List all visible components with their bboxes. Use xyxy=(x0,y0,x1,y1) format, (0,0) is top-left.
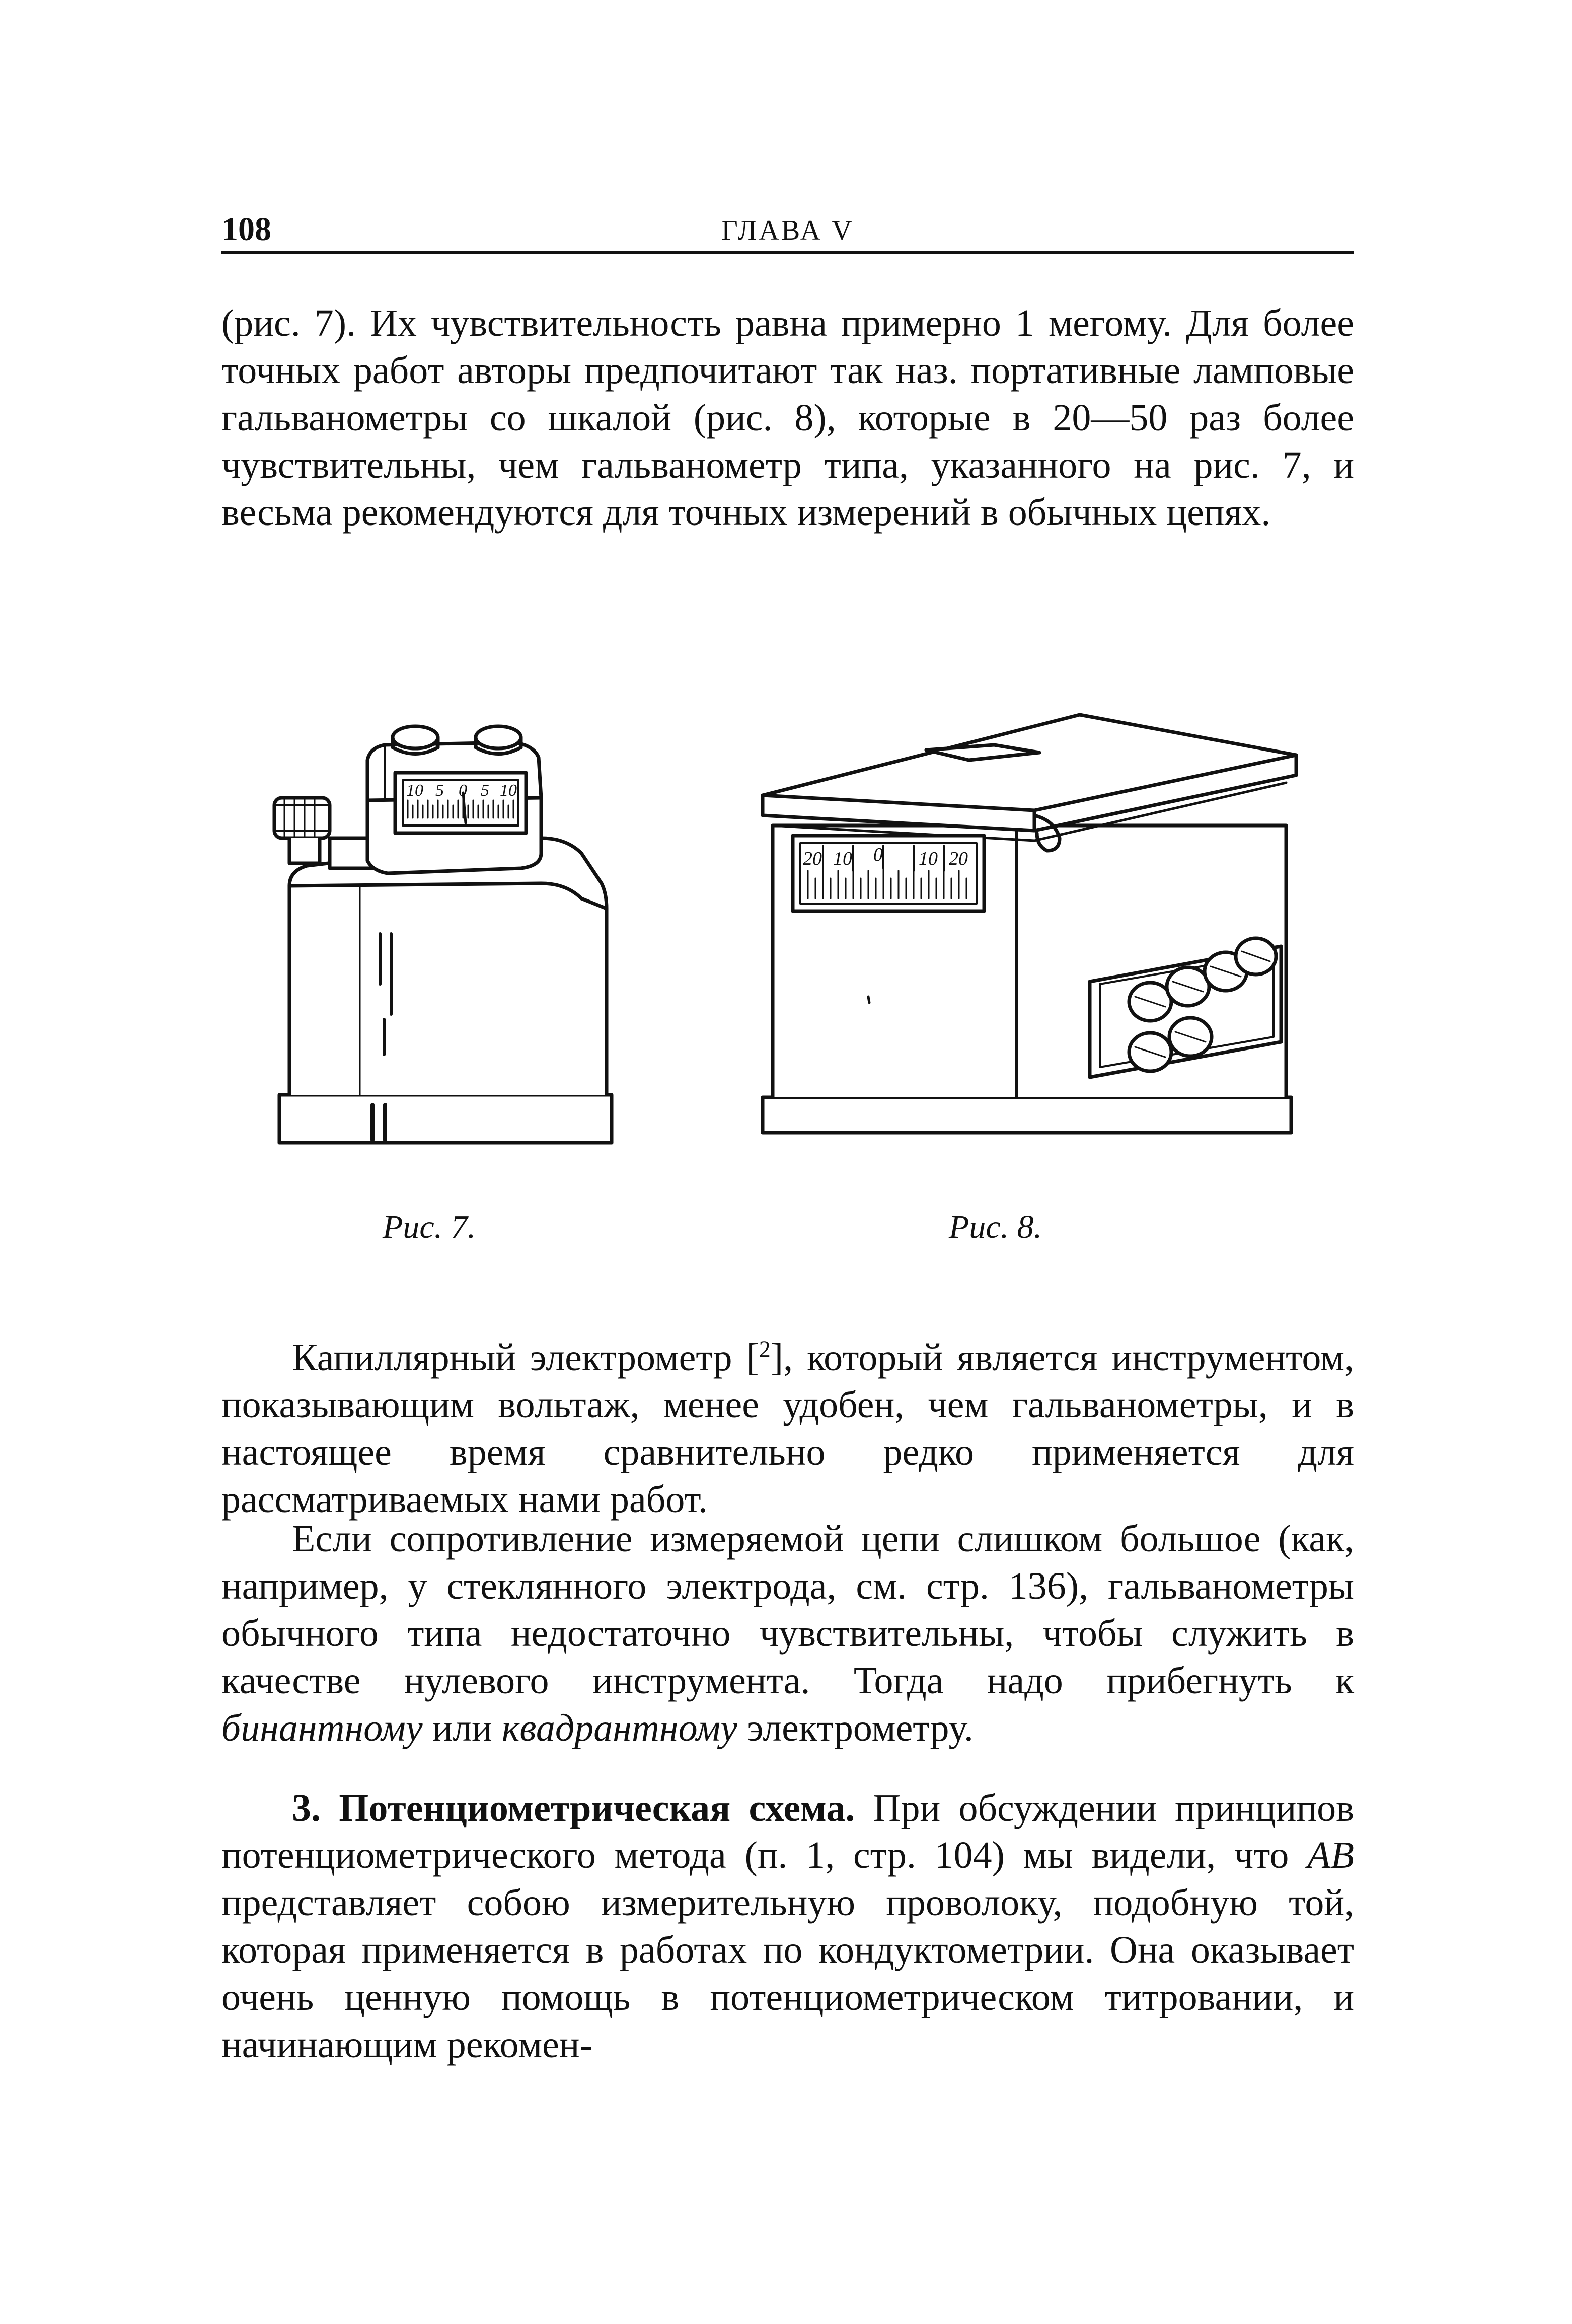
paragraph-4 xyxy=(221,1784,1354,2068)
fig7-scale-label: 5 xyxy=(481,781,489,800)
section-heading: 3. Потенциометрическая схема. xyxy=(292,1787,855,1829)
fig8-scale-label: 10 xyxy=(919,848,938,869)
fig8-scale-label: 20 xyxy=(949,848,968,869)
fig8-scale-label: 20 xyxy=(803,848,822,869)
paragraph-3-text: Если сопротивление измеряемой цепи слишком большое (как, например, у стеклянного электрода, см. стр. 136), гальванометры обычного типа недостаточно чувствительны, чтобы служить в качестве нулевого инструмента. Тогда надо прибегнуть к xyxy=(221,1518,1354,1702)
paragraph-2-text: Капиллярный электрометр [ xyxy=(292,1336,759,1379)
fig8-scale-label: 10 xyxy=(833,848,852,869)
term-binant: бинантному xyxy=(221,1707,423,1749)
paragraph-1: (рис. 7). Их чувствительность равна примерно 1 мегому. Для более точных работ авторы предпочитают так наз. портативные ламповые гальванометры со шкалой (рис. 8), которые в 20—50 раз более чувствительны, чем гальванометр типа, указанного на рис. 7, и весьма рекомендуются для точных измерений в обычных цепях. xyxy=(221,302,1354,534)
fig7-scale-label: 0 xyxy=(459,781,467,800)
figure-7-galvanometer xyxy=(259,672,622,1155)
paragraph-3 xyxy=(221,1515,1354,1752)
paragraph-3-text-end: электрометру. xyxy=(737,1707,974,1749)
paragraph-2-text-cont: ], который является инструментом, показывающим вольтаж, менее удобен, чем гальванометры, и в настоящее время сравнительно редко применяется для рассматриваемых нами работ. xyxy=(221,1336,1354,1521)
fig7-scale-label: 10 xyxy=(500,781,517,800)
paragraph-4-text-end: представляет собою измерительную проволоку, подобную той, которая применяется в работах по кондуктометрии. Она оказывает очень ценную помощь в потенциометрическом титровании, и начинающим рекомен- xyxy=(221,1882,1354,2066)
page-number: 108 xyxy=(221,211,271,248)
wire-label: AB xyxy=(1307,1834,1354,1877)
paragraph-2 xyxy=(221,1334,1354,1523)
chapter-title: ГЛАВА V xyxy=(721,215,854,246)
fig8-scale-label: 0 xyxy=(873,844,883,865)
figure-7-caption: Рис. 7. xyxy=(383,1209,476,1245)
running-head xyxy=(221,210,1354,254)
paragraph-4-text: При обсуждении принципов потенциометрического метода (п. 1, стр. 104) мы видели, что xyxy=(221,1787,1354,1877)
term-quadrant: квадрантному xyxy=(501,1707,737,1749)
citation-ref: 2 xyxy=(759,1336,771,1362)
paragraph-3-conj: или xyxy=(422,1707,502,1749)
figure-8-caption: Рис. 8. xyxy=(949,1209,1042,1245)
figure-8-lamp-galvanometer xyxy=(753,695,1301,1158)
fig7-scale-label: 10 xyxy=(406,781,423,800)
fig7-scale-label: 5 xyxy=(435,781,444,800)
